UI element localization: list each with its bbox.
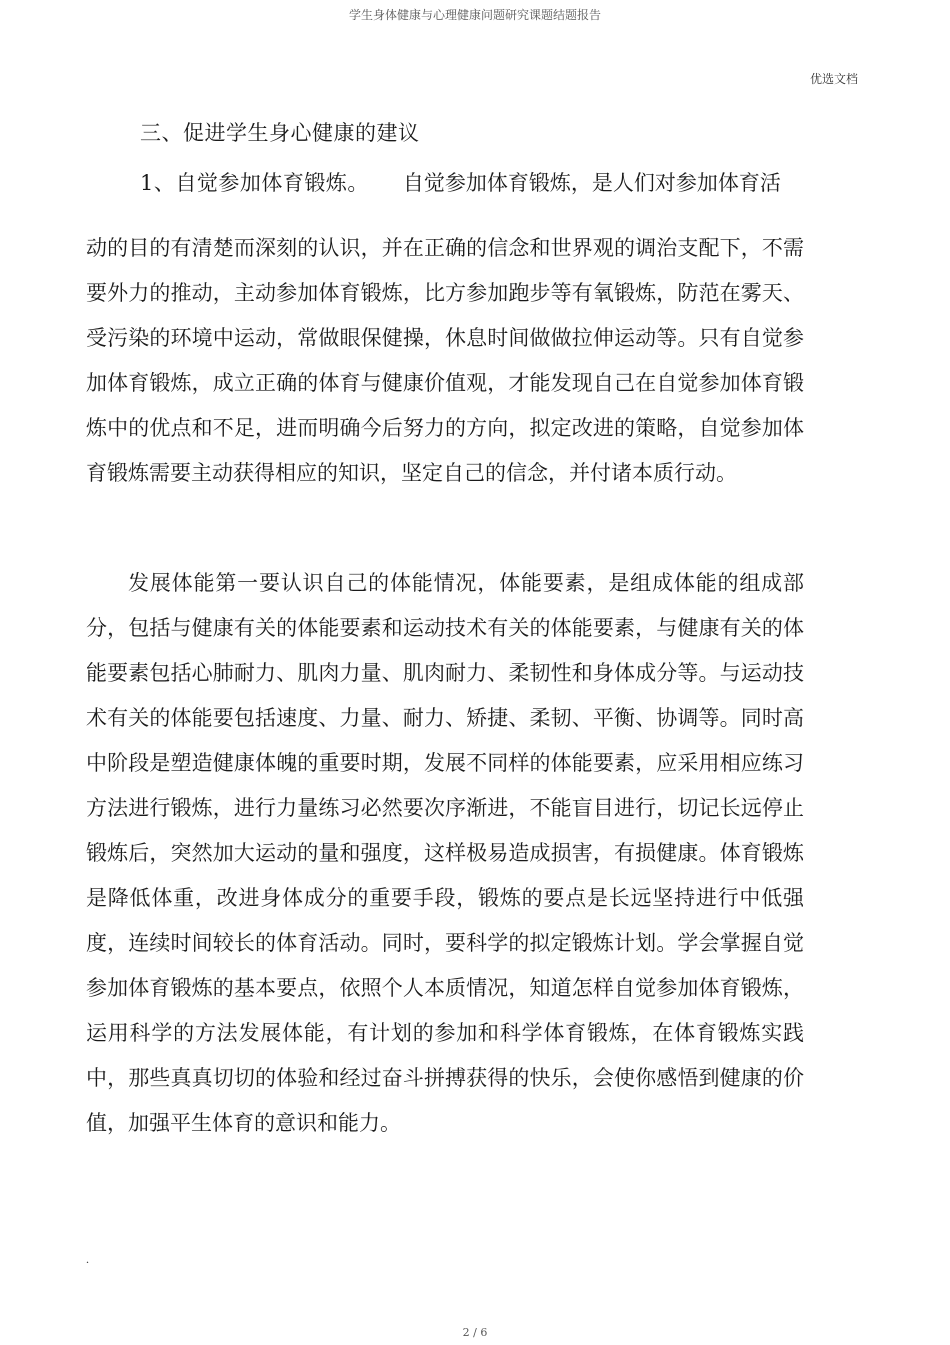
page-number: 2 / 6 <box>462 1326 488 1339</box>
section-heading: 三、促进学生身心健康的建议 <box>140 121 420 145</box>
paragraph2-body: 发展体能第一要认识自己的体能情况，体能要素，是组成体能的组成部分，包括与健康有关的体能要素和运动技术有关的体能要素，与健康有关的体能要素包括心肺耐力、肌肉力量、肌肉耐力、柔韧性和身体成分等。与运动技术有关的体能要包括速度、力量、耐力、矫捷、柔韧、平衡、协调等。同时高中阶段是塑造健康体魄的重要时期，发展不同样的体能要素，应采用相应练习方法进行锻炼，进行力量练习必然要次序渐进，不能盲目进行，切记长远停止锻炼后，突然加大运动的量和强度，这样极易造成损害，有损健康。体育锻炼是降低体重，改进身体成分的重要手段，锻炼的要点是长远坚持进行中低强度，连续时间较长的体育活动。同时，要科学的拟定锻炼计划。学会掌握自觉参加体育锻炼的基本要点，依照个人本质情况，知道怎样自觉参加体育锻炼，运用科学的方法发展体能，有计划的参加和科学体育锻炼，在体育锻炼实践中，那些真真切切的体验和经过奋斗拼搏获得的快乐，会使你感悟到健康的价值，加强平生体育的意识和能力。 <box>86 571 804 1135</box>
paragraph1-body: 动的目的有清楚而深刻的认识，并在正确的信念和世界观的调治支配下，不需要外力的推动，主动参加体育锻炼，比方参加跑步等有氧锻炼，防范在雾天、受污染的环境中运动，常做眼保健操，休息时间做做拉伸运动等。只有自觉参加体育锻炼，成立正确的体育与健康价值观，才能发现自己在自觉参加体育锻炼中的优点和不足，进而明确今后努力的方向，拟定改进的策略，自觉参加体育锻炼需要主动获得相应的知识，坚定自己的信念，并付诸本质行动。 <box>86 236 804 485</box>
paragraph1-first-line <box>140 168 840 198</box>
footer-mark: . <box>86 1252 89 1266</box>
paragraph1-first-line-text: 自觉参加体育锻炼，是人们对参加体育活 <box>402 171 781 195</box>
subheading: 1、自觉参加体育锻炼。 <box>140 171 369 195</box>
page-header-title: 学生身体健康与心理健康问题研究课题结题报告 <box>348 8 601 22</box>
document-tag: 优选文档 <box>809 72 858 86</box>
